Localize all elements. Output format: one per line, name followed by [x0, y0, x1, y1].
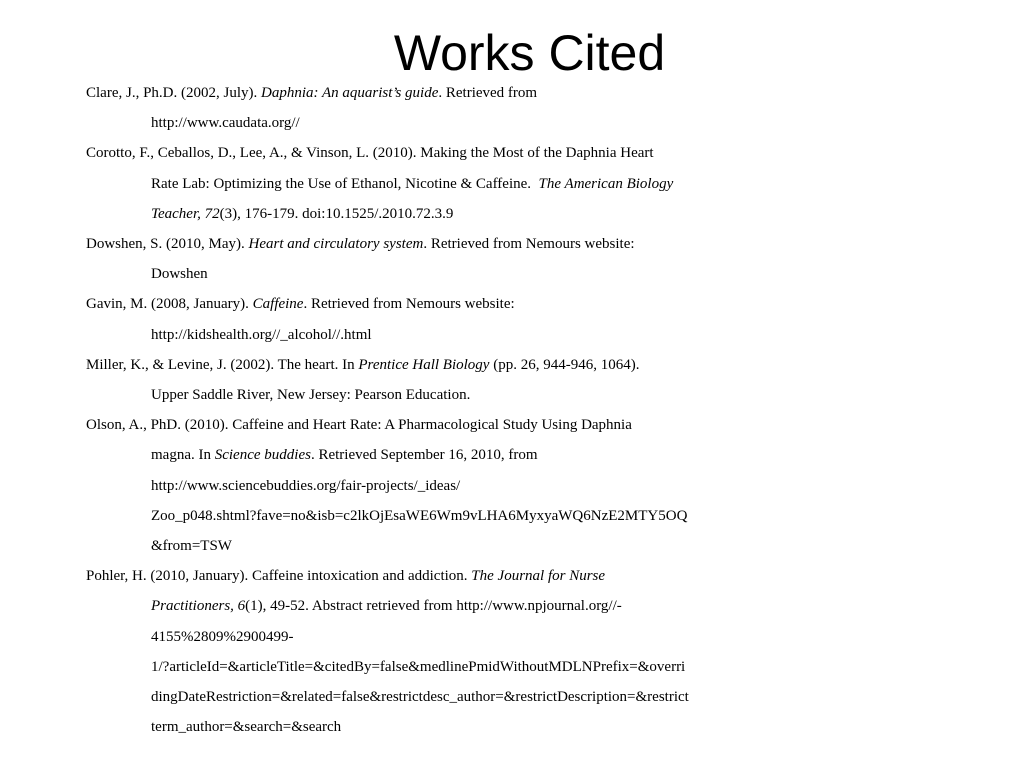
reference-clare [86, 78, 946, 138]
ref-text: Pohler, H. (2010, January). Caffeine intoxication and addiction. [86, 568, 472, 585]
ref-text: Olson, A., PhD. (2010). Caffeine and Heart Rate: A Pharmacological Study Using Daphnia [86, 417, 632, 434]
ref-text: Miller, K., & Levine, J. (2002). The heart. In [86, 356, 359, 373]
ref-title: Science buddies [214, 447, 311, 464]
ref-text: Upper Saddle River, New Jersey: Pearson Education. [151, 387, 471, 404]
reference-dowshen [86, 229, 946, 289]
ref-text: Rate Lab: Optimizing the Use of Ethanol, Nicotine & Caffeine. [151, 175, 539, 192]
works-cited-list [86, 78, 946, 742]
ref-text: Gavin, M. (2008, January). [86, 296, 253, 313]
ref-url: 1/?articleId=&articleTitle=&citedBy=false&medlinePmidWithoutMDLNPrefix=&overri [151, 658, 686, 675]
ref-url: term_author=&search=&search [151, 719, 342, 736]
ref-text: Corotto, F., Ceballos, D., Lee, A., & Vinson, L. (2010). Making the Most of the Daphnia Heart [86, 145, 654, 162]
ref-url: 4155%2809%2900499- [151, 628, 294, 645]
ref-text: Dowshen [151, 266, 208, 283]
ref-journal: Practitioners, 6 [151, 598, 246, 615]
ref-text: . Retrieved from [438, 85, 538, 101]
ref-title: Prentice Hall Biology [358, 356, 490, 373]
ref-title: Daphnia: An aquarist’s guide [261, 85, 439, 101]
reference-pohler [86, 561, 946, 742]
reference-miller [86, 350, 946, 410]
reference-corotto [86, 138, 946, 229]
ref-url: Zoo_p048.shtml?fave=no&isb=c2lkOjEsaWE6Wm9vLHA6MyxyaWQ6NzE2MTY5OQ [151, 507, 688, 524]
slide-title: Works Cited [393, 25, 666, 81]
ref-journal: The American Biology [538, 175, 674, 192]
ref-text: magna. In [151, 447, 215, 464]
ref-text: Dowshen, S. (2010, May). [86, 236, 249, 253]
ref-text: Clare, J., Ph.D. (2002, July). [86, 85, 261, 101]
reference-olson [86, 410, 946, 561]
ref-text: . Retrieved September 16, 2010, from [310, 447, 538, 464]
ref-journal: Teacher, 72 [151, 205, 220, 222]
ref-title: Caffeine [252, 296, 304, 313]
ref-url: http://www.sciencebuddies.org/fair-projects/_ideas/ [151, 477, 461, 494]
ref-text: (1), 49-52. Abstract retrieved from http://www.npjournal.org//- [245, 598, 622, 615]
ref-text: . Retrieved from Nemours website: [423, 236, 635, 253]
ref-url: dingDateRestriction=&related=false&restrictdesc_author=&restrictDescription=&restrict [151, 689, 689, 706]
ref-url: http://www.caudata.org// [151, 115, 300, 132]
ref-url: &from=TSW [151, 538, 232, 555]
ref-title: Heart and circulatory system [248, 236, 424, 253]
ref-text: (pp. 26, 944-946, 1064). [489, 356, 640, 373]
reference-gavin [86, 289, 946, 349]
ref-url: http://kidshealth.org//_alcohol//.html [151, 326, 372, 343]
ref-text: . Retrieved from Nemours website: [303, 296, 515, 313]
ref-text: (3), 176-179. doi:10.1525/.2010.72.3.9 [219, 205, 454, 222]
ref-journal: The Journal for Nurse [471, 568, 606, 585]
